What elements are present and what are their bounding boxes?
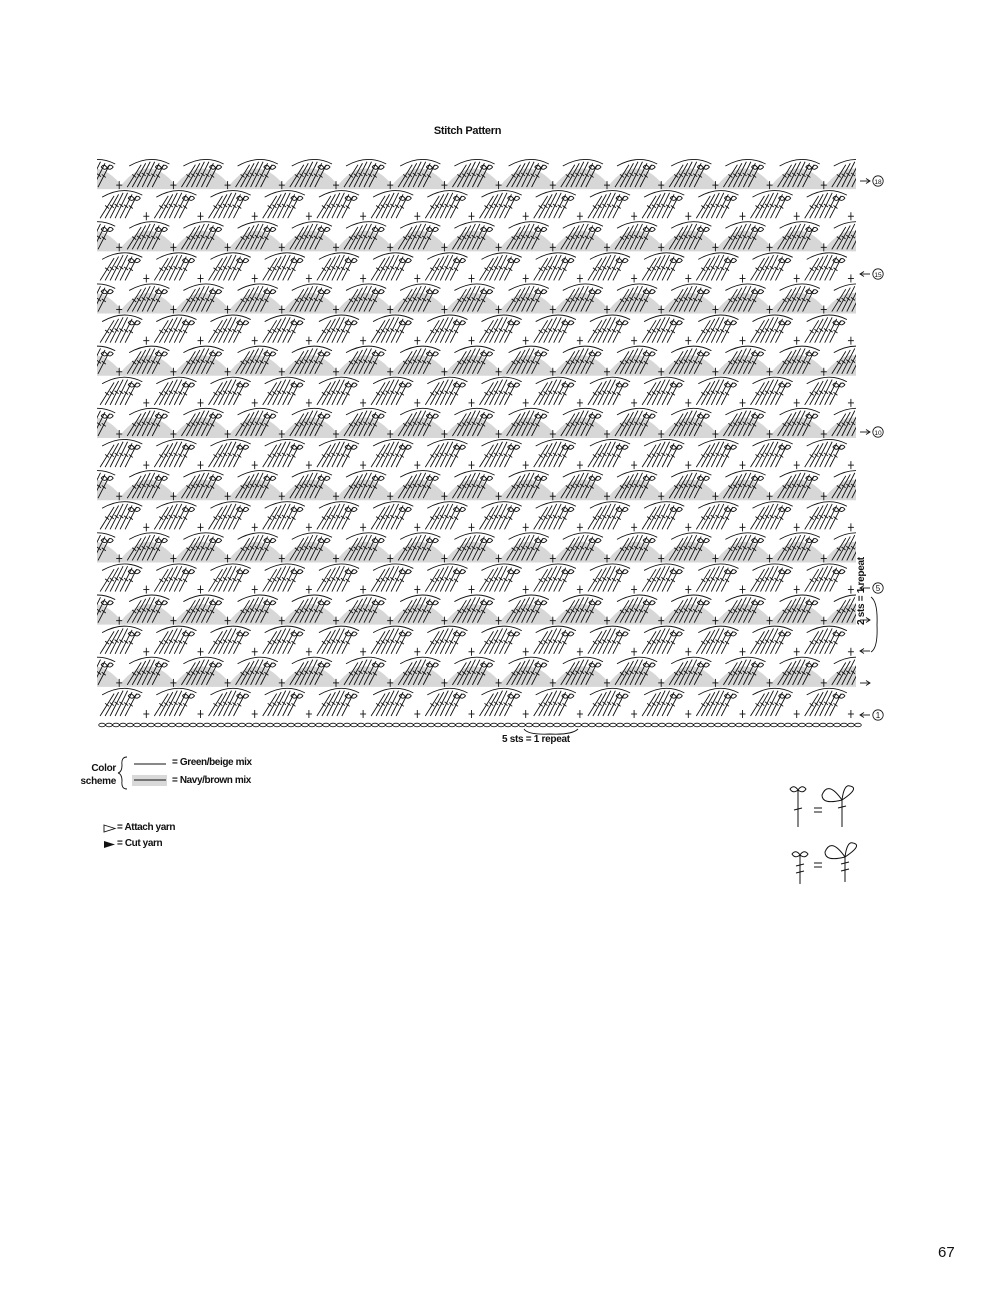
filled-triangle-icon [104, 841, 115, 848]
row-arrow [860, 272, 870, 277]
attach-yarn-label: = Attach yarn [117, 822, 176, 833]
svg-text:1: 1 [875, 711, 881, 720]
row-arrows [860, 179, 870, 718]
symbol-group-1 [790, 786, 854, 827]
navy-brown-shade-swatch [132, 775, 167, 786]
row-arrow [860, 430, 870, 435]
color-scheme-title-line1: Color [91, 763, 116, 774]
svg-text:15: 15 [874, 272, 882, 279]
symbol-group-2 [792, 843, 857, 884]
cut-yarn-label: = Cut yarn [117, 838, 163, 849]
vertical-repeat-label: 2 sts = 1 repeat [856, 557, 867, 625]
horizontal-repeat-label: 5 sts = 1 repeat [502, 734, 570, 745]
open-triangle-icon [104, 825, 115, 832]
legend-item-green-beige: = Green/beige mix [172, 757, 252, 768]
row-number-label [873, 269, 883, 279]
color-scheme-title [78, 762, 116, 788]
svg-text:5: 5 [875, 584, 881, 593]
row-number-label [873, 710, 883, 720]
equivalence-symbols [790, 786, 857, 884]
row-arrow [860, 713, 870, 718]
row-number-label [873, 427, 883, 437]
svg-text:18: 18 [874, 179, 882, 186]
row-arrow [860, 179, 870, 184]
legend-brace [118, 757, 127, 789]
row-labels [873, 176, 883, 720]
row-number-label [873, 176, 883, 186]
row-arrow [860, 681, 870, 686]
color-scheme-title-line2: scheme [80, 776, 116, 787]
legend-item-navy-brown: = Navy/brown mix [172, 775, 251, 786]
vertical-repeat-bracket [871, 597, 877, 652]
page-number: 67 [938, 1244, 955, 1261]
foundation-chain [99, 723, 862, 727]
svg-text:10: 10 [874, 430, 882, 437]
row-number-label [873, 583, 883, 593]
row-arrow [860, 649, 870, 654]
chart-title: Stitch Pattern [433, 125, 502, 137]
